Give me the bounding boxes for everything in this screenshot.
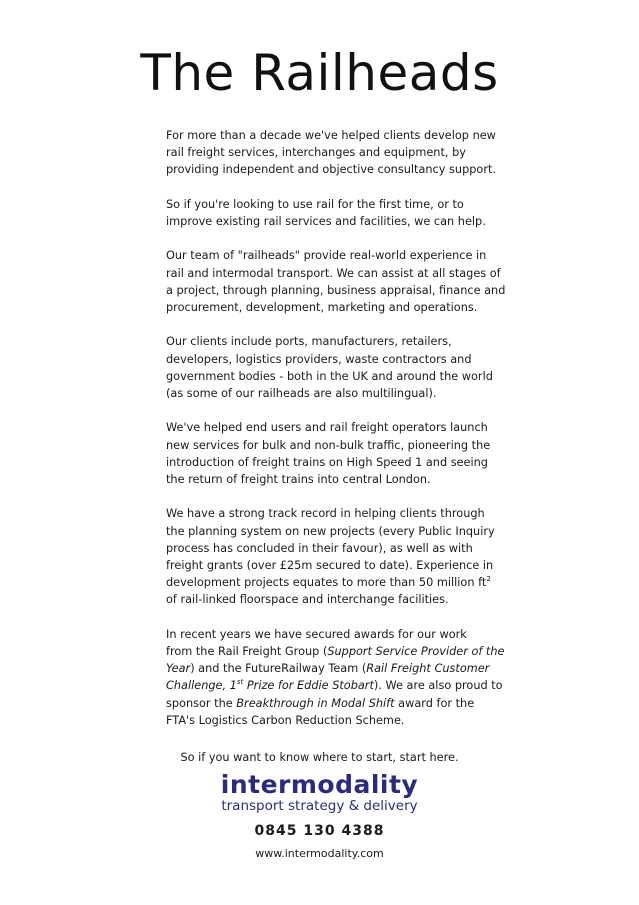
text-segment: For more than a decade we've helped clients develop new <box>166 129 496 142</box>
text-segment: ) and the FutureRailway Team ( <box>190 662 367 676</box>
text-segment: sponsor the <box>166 696 237 710</box>
text-line <box>166 712 486 729</box>
text-line <box>166 265 501 282</box>
text-segment: Year <box>166 662 191 676</box>
body-text <box>166 127 506 746</box>
text-line <box>166 144 486 161</box>
text-line <box>166 419 486 436</box>
text-line <box>166 557 494 574</box>
text-segment: the return of freight trains into central London. <box>166 473 431 486</box>
text-line <box>166 161 496 178</box>
text-segment: improve existing rail services and facilities, we can help. <box>166 215 486 228</box>
text-segment: new services for bulk and non-bulk traffic, pioneering the <box>166 438 491 452</box>
text-segment: developers, logistics providers, waste contractors and <box>166 352 472 366</box>
text-line <box>166 282 506 299</box>
text-line <box>166 454 486 471</box>
text-line <box>166 299 486 316</box>
website-link[interactable]: www.intermodality.com <box>255 847 384 860</box>
text-segment: In recent years we have secured awards for our work <box>166 627 467 641</box>
closing-line: So if you want to know where to start, start here. <box>180 751 459 764</box>
text-line <box>166 505 486 522</box>
text-segment: So if you're looking to use rail for the first time, or to <box>166 197 464 211</box>
text-segment: FTA's Logistics Carbon Reduction Scheme. <box>166 713 405 727</box>
text-line <box>166 660 490 677</box>
text-segment: of rail-linked floorspace and interchange facilities. <box>166 593 449 607</box>
page-title: The Railheads <box>140 44 499 102</box>
text-line <box>166 523 495 540</box>
text-line <box>166 351 486 368</box>
text-segment: Prize for Eddie Stobart <box>243 679 374 693</box>
intermodality-logo <box>0 772 639 814</box>
text-line <box>166 591 486 608</box>
paragraph <box>166 626 505 729</box>
text-segment: Rail Freight Customer <box>366 662 490 676</box>
text-line <box>166 213 486 230</box>
phone-number: 0845 130 4388 <box>254 823 385 839</box>
text-segment: award for the <box>394 696 475 710</box>
paragraph <box>166 127 496 179</box>
text-segment: We have a strong track record in helping clients through <box>166 507 485 521</box>
text-segment: procurement, development, marketing and operations. <box>166 301 478 314</box>
text-line <box>166 471 486 488</box>
text-line <box>166 333 486 350</box>
text-segment: the planning system on new projects (every Public Inquiry <box>166 524 495 538</box>
text-segment: Our clients include ports, manufacturers, retailers, <box>166 335 452 349</box>
text-segment: (as some of our railheads are also multilingual). <box>166 387 437 400</box>
text-line <box>166 574 491 591</box>
text-segment: Challenge, 1 <box>166 679 237 693</box>
text-segment: st <box>236 678 244 687</box>
text-line <box>166 196 486 213</box>
text-segment: ). We are also proud to <box>373 679 503 693</box>
text-line <box>166 437 491 454</box>
text-segment: process has concluded in their favour), as well as with <box>166 541 473 555</box>
text-segment: rail and intermodal transport. We can assist at all stages of <box>166 266 501 280</box>
text-segment: 2 <box>486 575 491 584</box>
paragraph <box>166 333 493 402</box>
text-line <box>166 626 486 643</box>
text-line <box>166 368 493 385</box>
paragraph <box>166 505 495 608</box>
text-line <box>166 695 486 712</box>
text-segment: government bodies - both in the UK and around the world <box>166 369 493 383</box>
text-line <box>166 385 486 402</box>
logo-name: intermodality <box>220 770 419 799</box>
text-line <box>166 677 503 694</box>
text-segment: rail freight services, interchanges and equipment, by <box>166 146 466 160</box>
text-segment: Support Service Provider of the <box>327 645 505 658</box>
text-segment: Our team of "railheads" provide real-world experience in <box>166 249 487 263</box>
text-line <box>166 540 486 557</box>
text-segment: a project, through planning, business appraisal, finance and <box>166 283 506 297</box>
text-segment: Breakthrough in Modal Shift <box>236 696 395 710</box>
paragraph <box>166 247 506 316</box>
text-line <box>166 643 505 660</box>
paragraph <box>166 419 491 488</box>
paragraph <box>166 196 486 230</box>
text-line <box>166 247 486 264</box>
text-line <box>166 127 496 144</box>
text-segment: freight grants (over £25m secured to date). Experience in <box>166 559 494 572</box>
text-segment: introduction of freight trains on High Speed 1 and seeing <box>166 455 488 469</box>
text-segment: We've helped end users and rail freight operators launch <box>166 421 488 435</box>
logo-tagline: transport strategy & delivery <box>221 798 418 814</box>
text-segment: from the Rail Freight Group ( <box>166 645 328 658</box>
text-segment: development projects equates to more than 50 million ft <box>166 576 487 590</box>
text-segment: providing independent and objective consultancy support. <box>166 163 496 177</box>
